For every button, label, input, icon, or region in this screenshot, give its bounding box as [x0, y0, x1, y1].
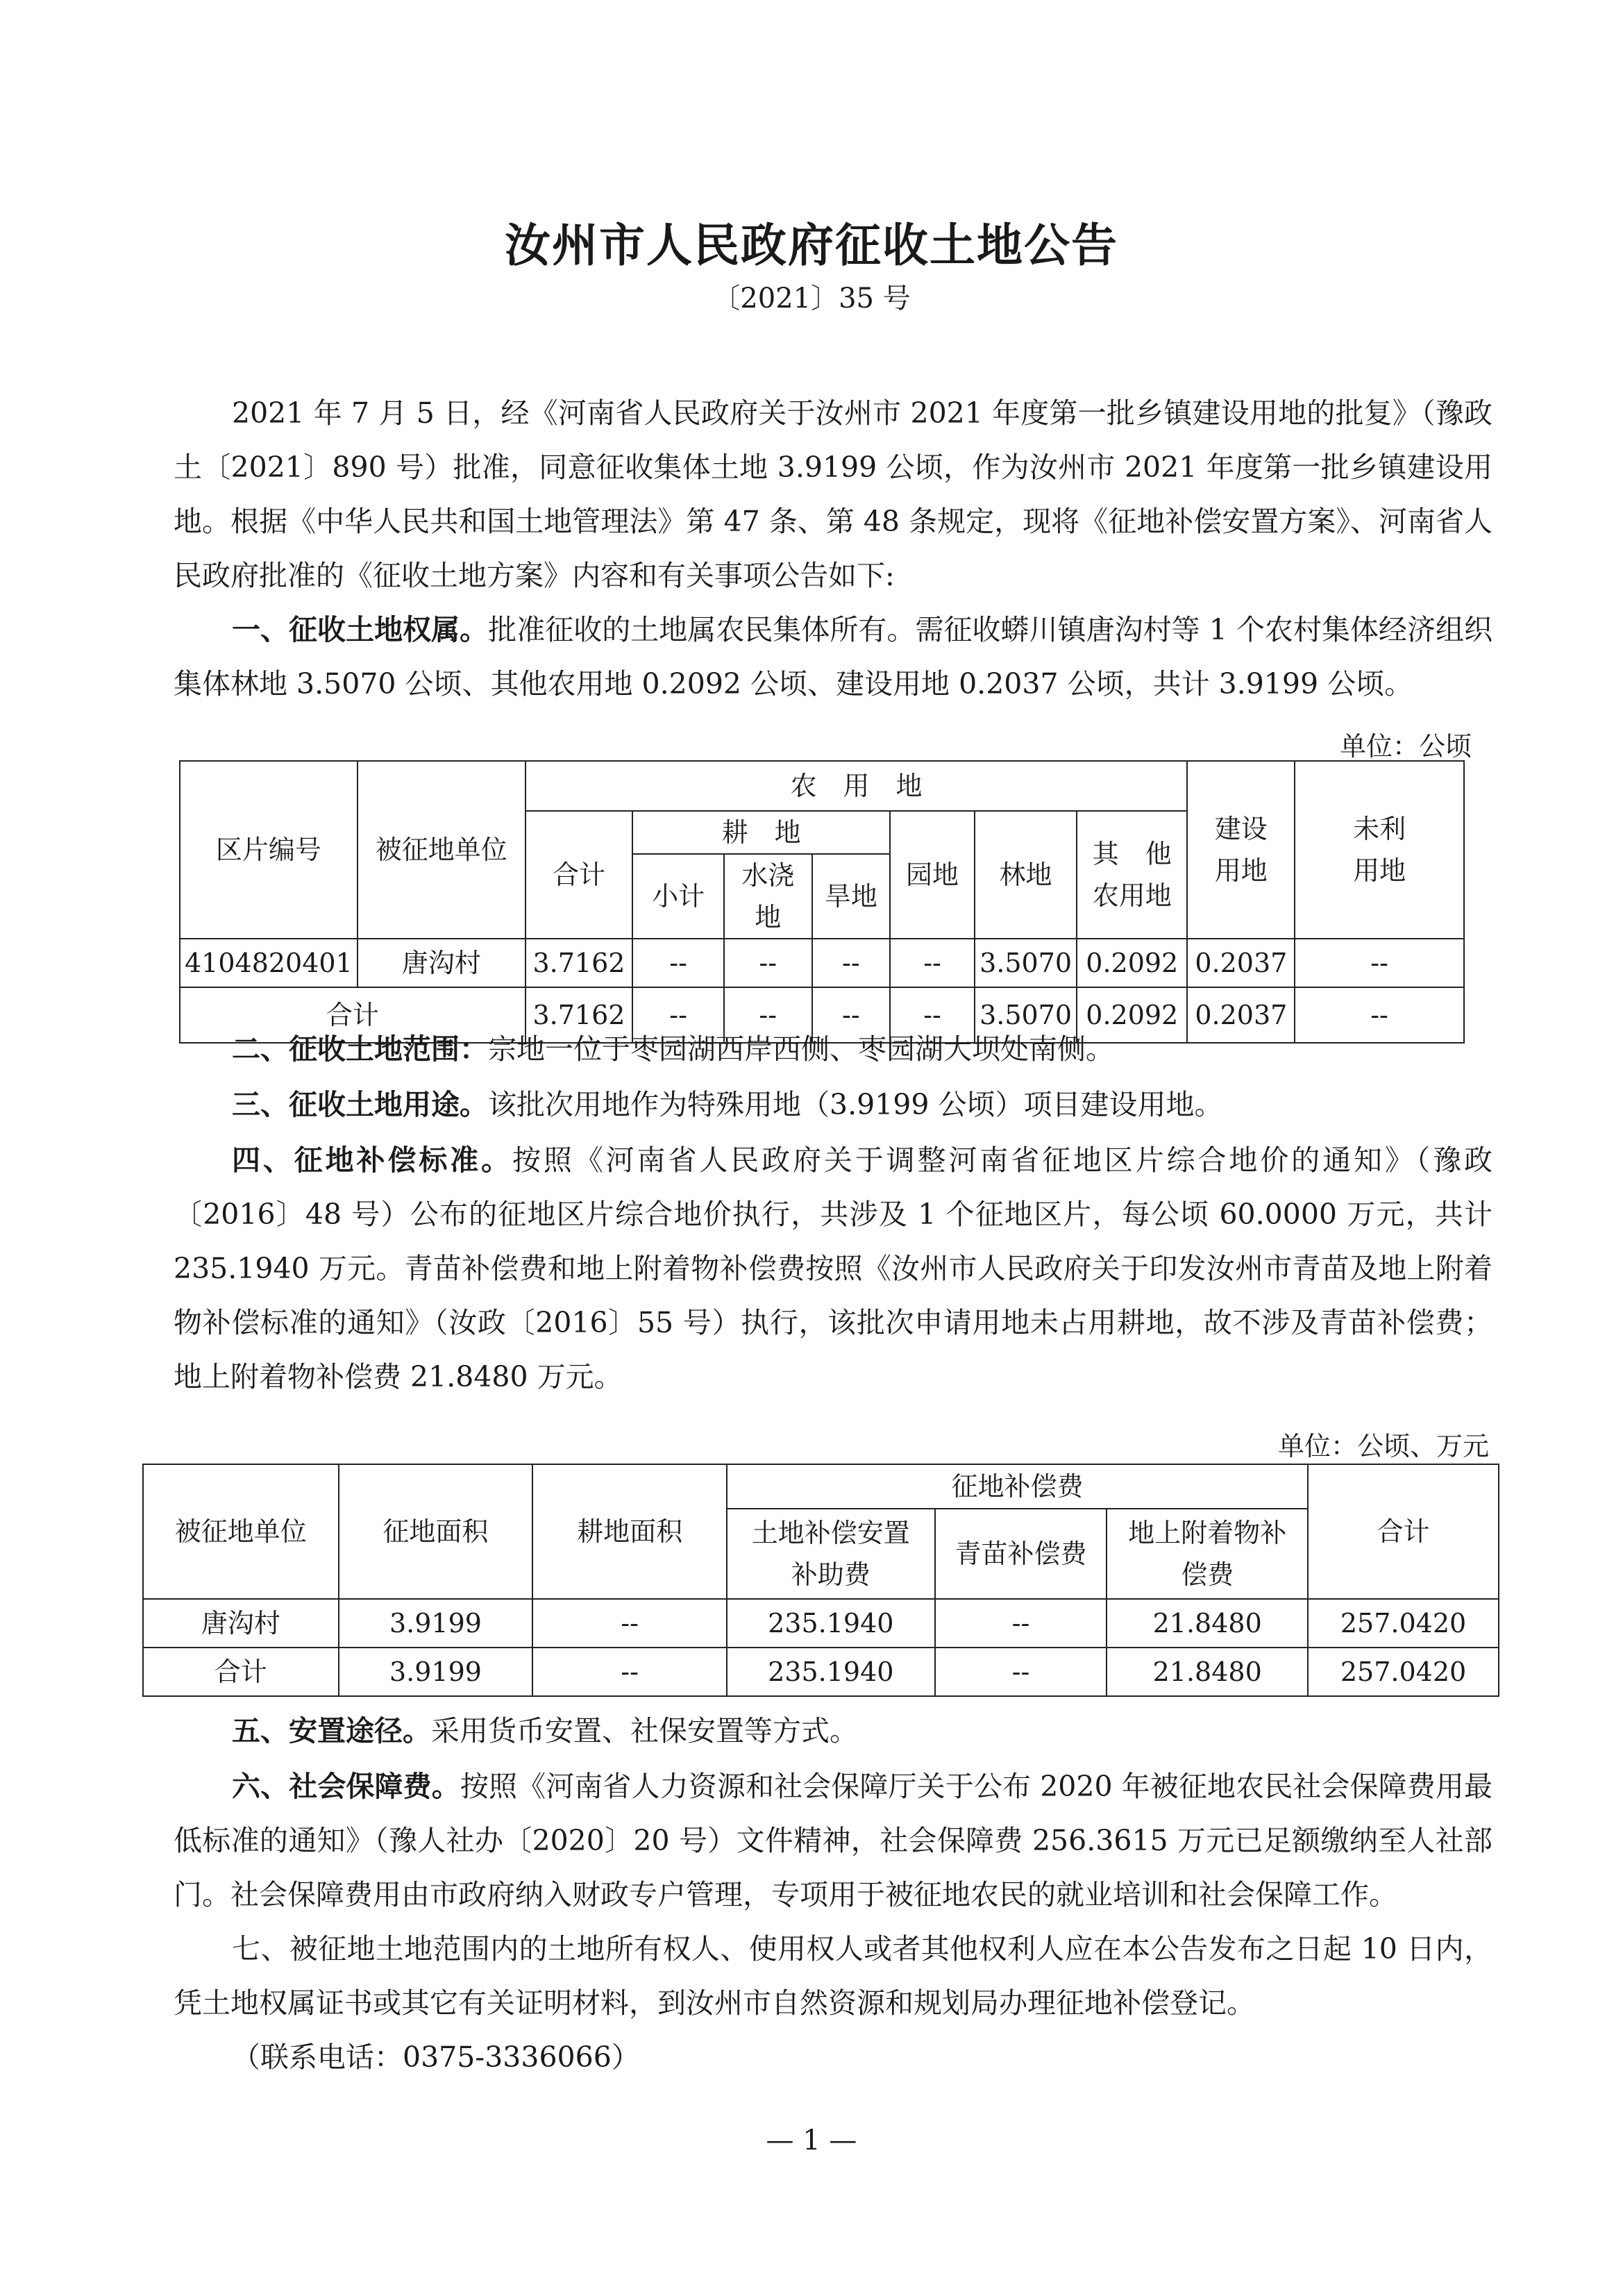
th-area: 征地面积 — [339, 1464, 533, 1599]
table1-unit: 单位：公顷 — [1339, 731, 1472, 762]
section-7: 七、被征地土地范围内的土地所有权人、使用权人或者其他权利人应在本公告发布之日起 10 日内，凭土地权属证书或其它有关证明材料，到汝州市自然资源和规划局办理征地补偿登记。 — [174, 1932, 1492, 2020]
document-number: 〔2021〕35 号 — [712, 283, 911, 315]
section-1-text: 批准征收的土地属农民集体所有。需征收蟒川镇唐沟村等 1 个农村集体经济组织集体林地 3.5070 公顷、其他农用地 0.2092 公顷、建设用地 0.2037 公顷，共计 3.9199 公顷。 — [174, 613, 1492, 701]
table-row: 合计 3.7162 -- -- -- -- 3.5070 0.2092 0.2037 -- — [180, 987, 1464, 1043]
th-unused: 未利 用地 — [1295, 761, 1464, 939]
th-land-comp: 土地补偿安置 补助费 — [727, 1509, 935, 1599]
table-row: 4104820401 唐沟村 3.7162 -- -- -- -- 3.5070 0.2092 0.2037 -- — [180, 939, 1464, 987]
th-total: 合计 — [1308, 1464, 1499, 1599]
section-4: 四、征地补偿标准。按照《河南省人民政府关于调整河南省征地区片综合地价的通知》（豫政〔2016〕48 号）公布的征地区片综合地价执行，共涉及 1 个征地区片，每公顷 60.0000 万元，共计 235.1940 万元。青苗补偿费和地上附着物补偿费按照《汝州市人民政府关于印发汝州市青苗及地上附着物补偿标准的通知》（汝政〔2016〕55 号）执行，该批次申请用地未占用耕地，故不涉及青苗补偿费；地上附着物补偿费 21.8480 万元。 — [174, 1143, 1493, 1393]
table2-unit: 单位：公顷、万元 — [1277, 1431, 1489, 1461]
section-5: 五、安置途径。采用货币安置、社保安置等方式。 — [232, 1714, 858, 1748]
section-3: 三、征收土地用途。该批次用地作为特殊用地（3.9199 公顷）项目建设用地。 — [232, 1088, 1223, 1121]
th-agri: 农 用 地 — [525, 761, 1188, 811]
th-unit: 被征地单位 — [143, 1464, 339, 1599]
section-6: 六、社会保障费。按照《河南省人力资源和社会保障厅关于公布 2020 年被征地农民社会保障费用最低标准的通知》（豫人社办〔2020〕20 号）文件精神，社会保障费 256.3615 万元已足额缴纳至人社部门。社会保障费用由市政府纳入财政专户管理，专项用于被征地农民的就业培训和社会保障工作。 — [174, 1770, 1492, 1911]
table-row: 合计 3.9199 -- 235.1940 -- 21.8480 257.0420 — [143, 1648, 1499, 1696]
page-title: 汝州市人民政府征收土地公告 — [505, 218, 1118, 272]
contact-phone: （联系电话：0375-3336066） — [232, 2041, 640, 2074]
th-garden: 园地 — [890, 811, 975, 939]
th-other: 其 他 农用地 — [1077, 811, 1187, 939]
th-total: 合计 — [525, 811, 633, 939]
th-crop-comp: 青苗补偿费 — [935, 1509, 1107, 1599]
page-number: — 1 — — [766, 2125, 857, 2156]
th-subtotal: 小计 — [632, 854, 724, 939]
section-1 — [174, 603, 1492, 711]
table-row: 唐沟村 3.9199 -- 235.1940 -- 21.8480 257.0420 — [143, 1599, 1499, 1648]
section-2: 二、征收土地范围：宗地一位于枣园湖西岸西侧、枣园湖大坝处南侧。 — [232, 1032, 1114, 1066]
land-table — [179, 760, 1465, 1044]
compensation-table — [142, 1464, 1499, 1697]
th-dry: 旱地 — [812, 854, 890, 939]
th-zone: 区片编号 — [180, 761, 358, 939]
th-build: 建设 用地 — [1187, 761, 1295, 939]
intro-paragraph: 2021 年 7 月 5 日，经《河南省人民政府关于汝州市 2021 年度第一批乡镇建设用地的批复》（豫政土〔2021〕890 号）批准，同意征收集体土地 3.9199 公顷，作为汝州市 2021 年度第一批乡镇建设用地。根据《中华人民共和国土地管理法》第 47 条、第 48 条规定，现将《征地补偿安置方案》、河南省人民政府批准的《征收土地方案》内容和有关事项公告如下: — [174, 396, 1492, 592]
th-forest: 林地 — [975, 811, 1077, 939]
section-1-heading: 一、征收土地权属。 — [232, 613, 489, 646]
th-arable: 耕 地 — [632, 811, 890, 854]
th-irrigated: 水浇地 — [724, 854, 812, 939]
th-unit: 被征地单位 — [358, 761, 525, 939]
th-compensation: 征地补偿费 — [727, 1464, 1308, 1509]
th-arable-area: 耕地面积 — [532, 1464, 727, 1599]
th-attach-comp: 地上附着物补 偿费 — [1107, 1509, 1308, 1599]
